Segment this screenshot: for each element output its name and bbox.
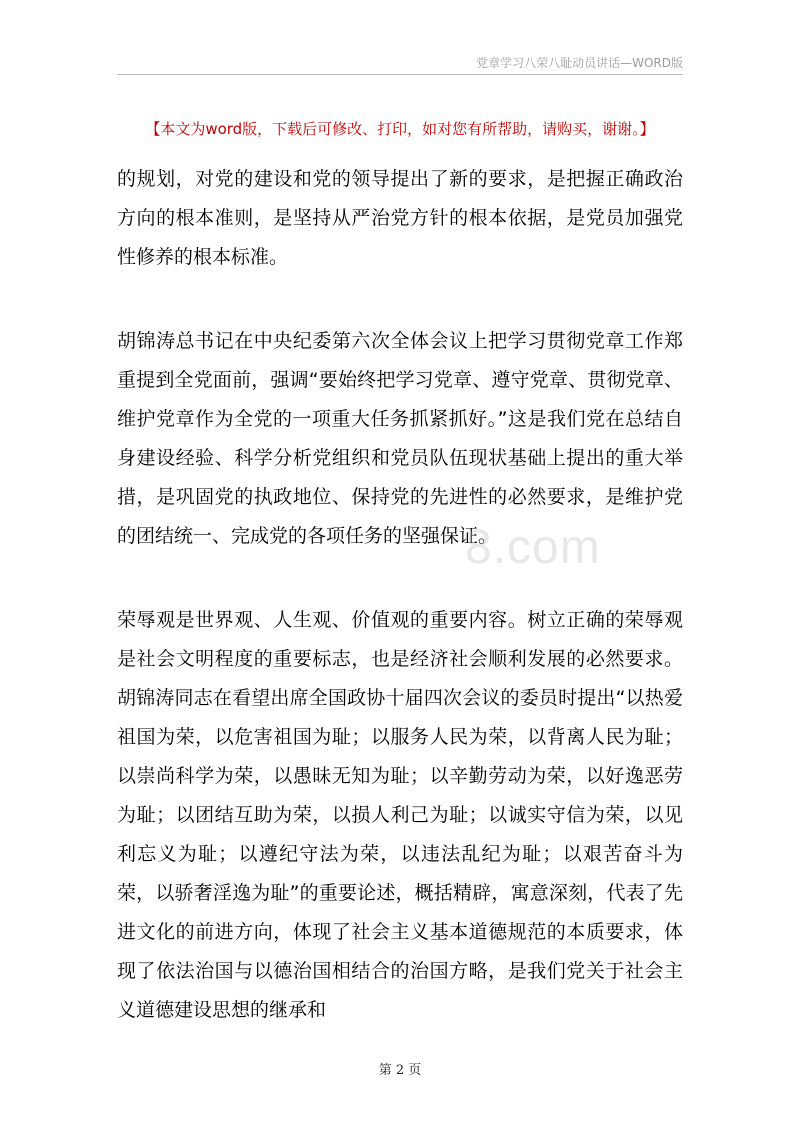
running-header: 党章学习八荣八耻动员讲话—WORD版 bbox=[476, 56, 683, 70]
header-divider bbox=[117, 74, 683, 75]
watermark: 8.com bbox=[465, 521, 601, 574]
download-notice: 【本文为word版，下载后可修改、打印，如对您有所帮助，请购买，谢谢。】 bbox=[145, 120, 655, 138]
paragraph-1: 的规划，对党的建设和党的领导提出了新的要求，是把握正确政治方向的根本准则，是坚持从严治党方针的根本依据，是党员加强党性修养的根本标准。 bbox=[117, 168, 683, 268]
page-number: 第 2 页 bbox=[378, 1063, 422, 1078]
paragraph-2: 胡锦涛总书记在中央纪委第六次全体会议上把学习贯彻党章工作郑重提到全党面前，强调“要始终把学习党章、遵守党章、贯彻党章、维护党章作为全党的一项重大任务抓紧抓好。”这是我们党在总结自身建设经验、科学分析党组织和党员队伍现状基础上提出的重大举措，是巩固党的执政地位、保持党的先进性的必然要求，是维护党的团结统一、完成党的各项任务的坚强保证。 bbox=[117, 330, 683, 547]
document-body bbox=[117, 160, 683, 1075]
paragraph-3: 荣辱观是世界观、人生观、价值观的重要内容。树立正确的荣辱观是社会文明程度的重要标志，也是经济社会顺利发展的必然要求。胡锦涛同志在看望出席全国政协十届四次会议的委员时提出“以热爱祖国为荣，以危害祖国为耻；以服务人民为荣，以背离人民为耻；以崇尚科学为荣，以愚昧无知为耻；以辛勤劳动为荣，以好逸恶劳为耻；以团结互助为荣，以损人利己为耻；以诚实守信为荣，以见利忘义为耻；以遵纪守法为荣，以违法乱纪为耻；以艰苦奋斗为荣，以骄奢淫逸为耻”的重要论述，概括精辟，寓意深刻，代表了先进文化的前进方向，体现了社会主义基本道德规范的本质要求，体现了依法治国与以德治国相结合的治国方略，是我们党关于社会主义道德建设思想的继承和 bbox=[117, 609, 683, 1021]
